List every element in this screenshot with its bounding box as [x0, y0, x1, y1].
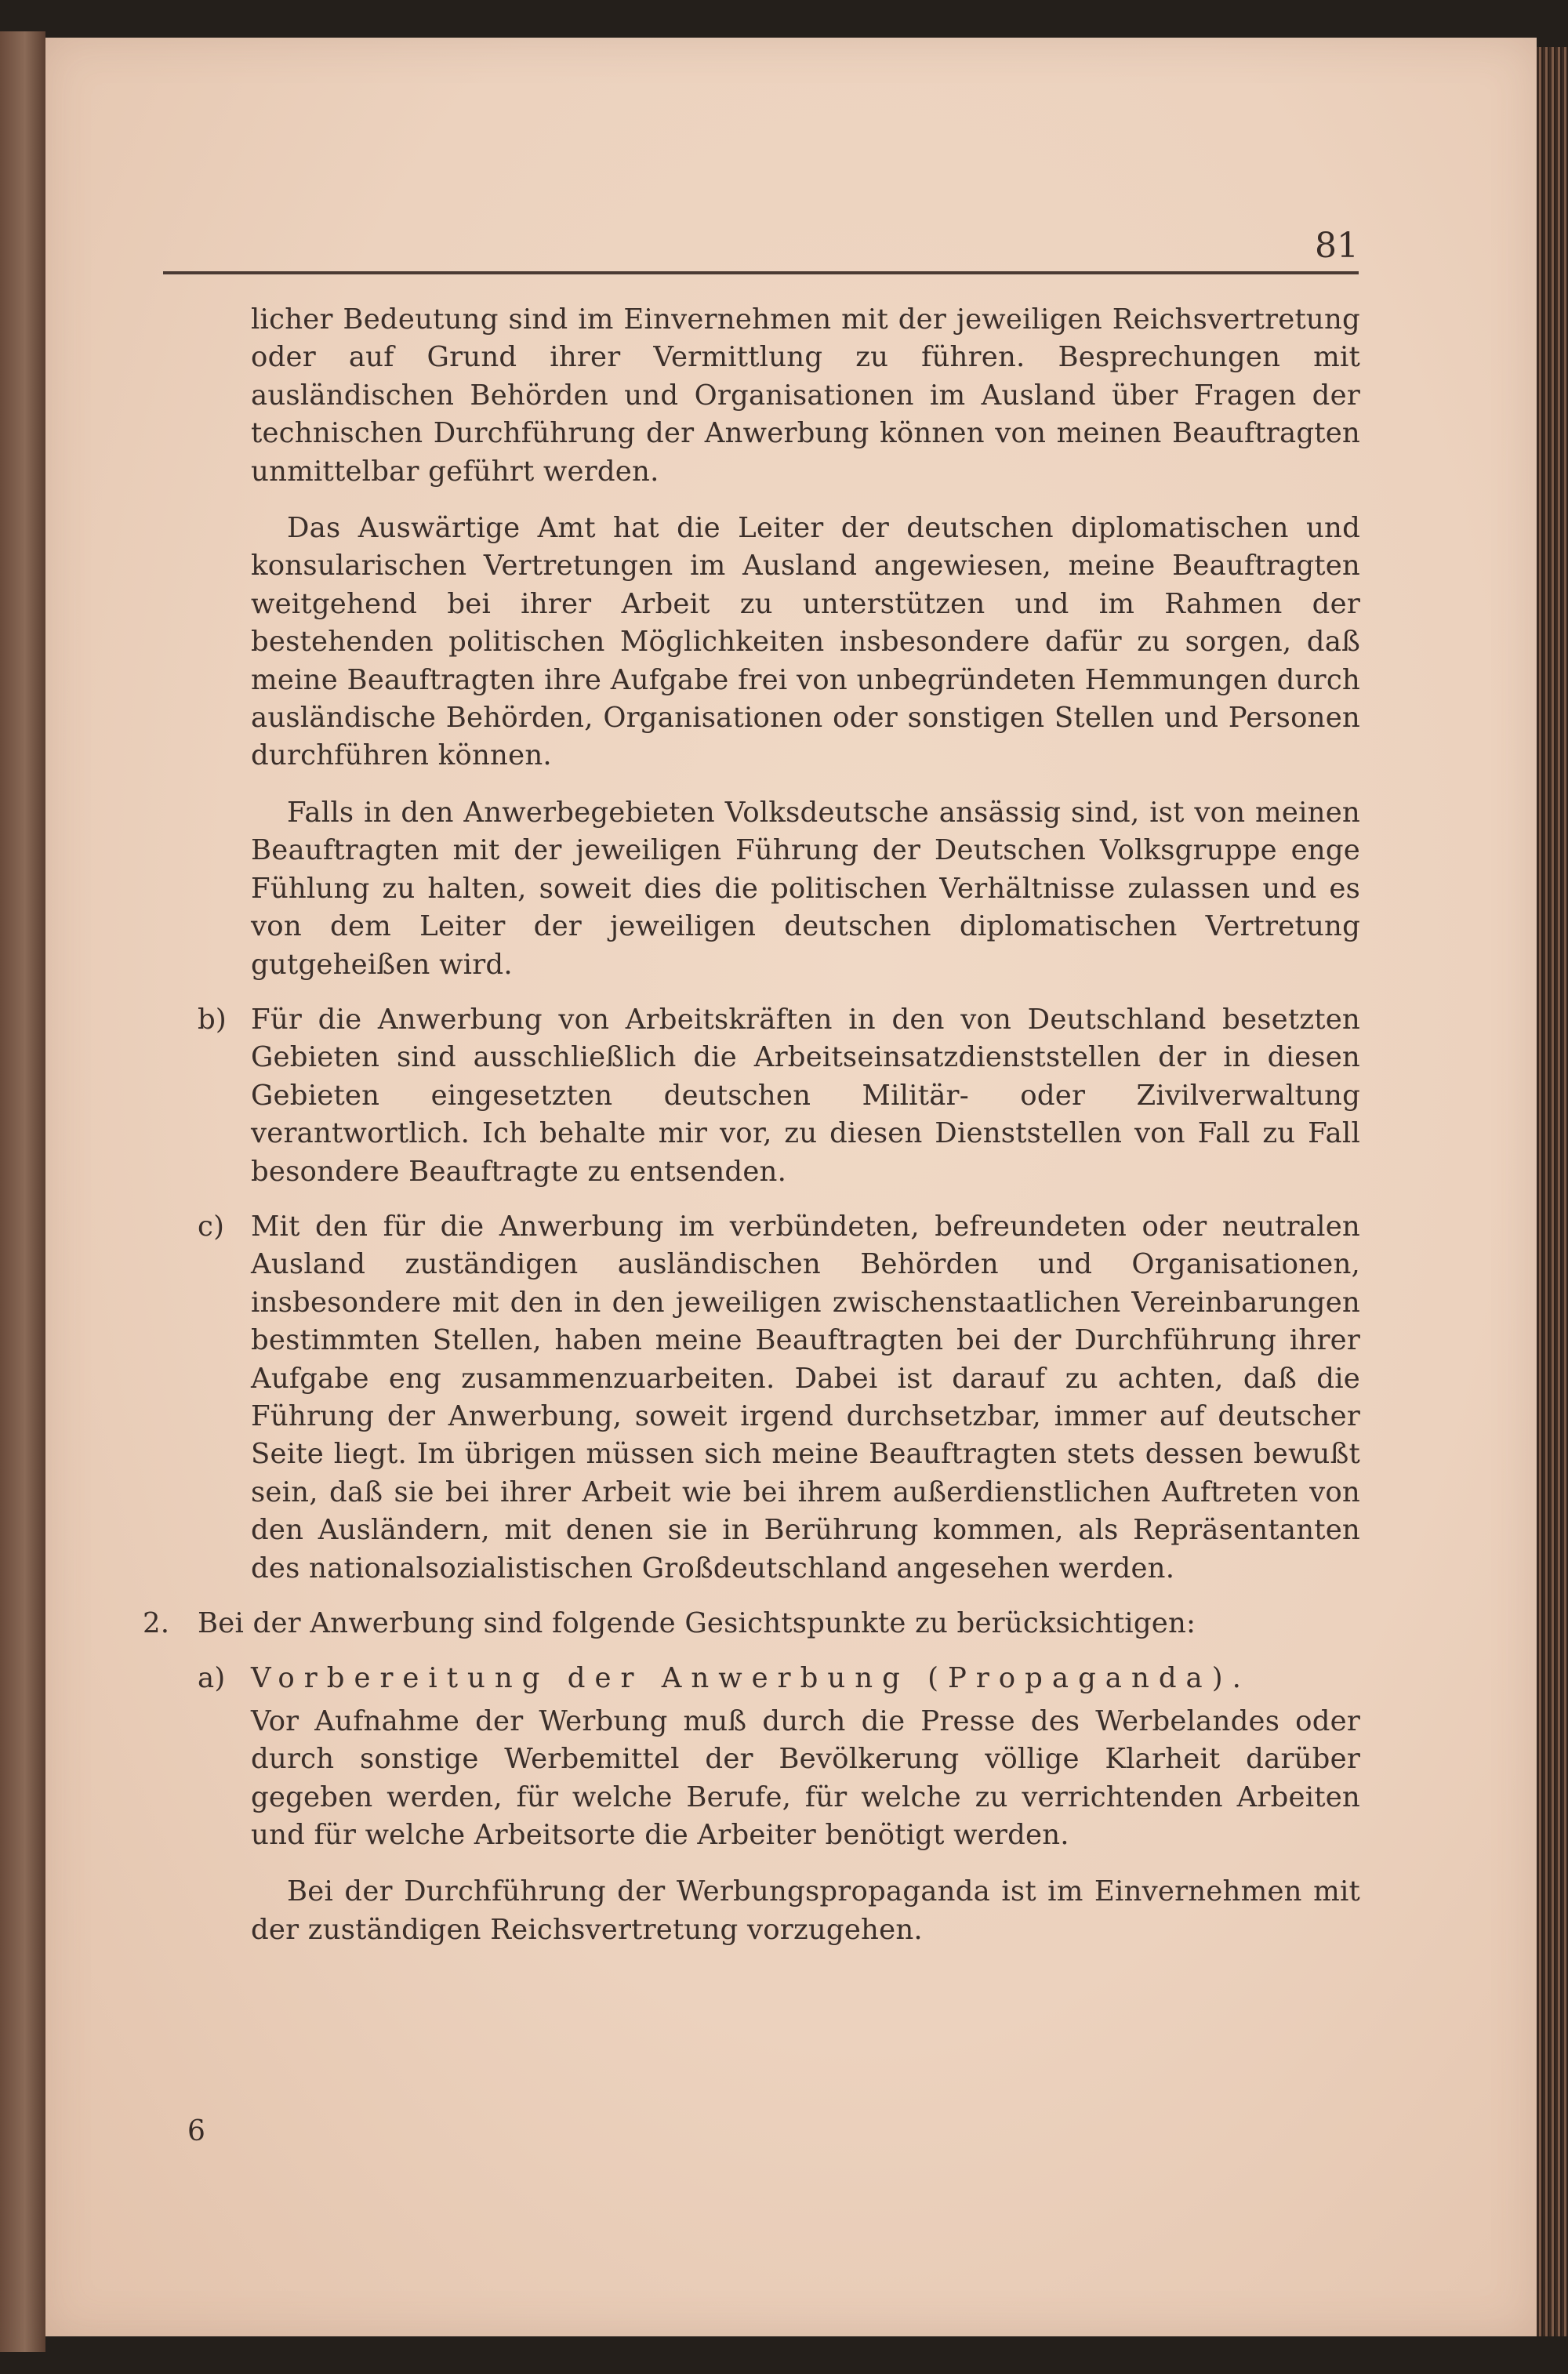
- paragraph-continuation: licher Bedeutung sind im Einvernehmen mit der jeweiligen Reichsvertretung oder auf Grund ihrer Vermittlung zu führen. Besprechungen mit ausländischen Behörden und Organisationen im Ausland über Fragen der technischen Durchführung der Anwerbung können von meinen Beauftragten unmittelbar geführt werden.: [251, 303, 1360, 488]
- numbered-marker-2: 2.: [143, 1607, 170, 1639]
- list-item-a-text: Vor Aufnahme der Werbung muß durch die Presse des Werbelandes oder durch sonstige Werbemittel der Bevölkerung völlige Klarheit darüber gegeben werden, für welche Berufe, für welche zu verrichtenden Arbeiten und für welche Arbeitsorte die Arbeiter benötigt werden.: [251, 1704, 1360, 1852]
- list-item-c-text: Mit den für die Anwerbung im verbündeten, befreundeten oder neutralen Ausland zuständigen ausländischen Behörden und Organisationen, insbesondere mit den in den jeweiligen zwischenstaatlichen Vereinbarungen bestimmten Stellen, haben meine Beauftragten bei der Durchführung ihrer Aufgabe eng zusammenzuarbeiten. Dabei ist darauf zu achten, daß die Führung der Anwerbung, soweit irgend durchsetzbar, immer auf deutscher Seite liegt. Im übrigen müssen sich meine Beauftragten stets dessen bewußt sein, daß sie bei ihrer Arbeit wie bei ihrem außerdienstlichen Auftreten von den Ausländern, mit denen sie in Berührung kommen, als Repräsentanten des nationalsozialistischen Großdeutschland angesehen werden.: [251, 1210, 1360, 1584]
- list-item-b-text: Für die Anwerbung von Arbeitskräften in den von Deutschland besetzten Gebieten sind ausschließlich die Arbeitseinsatzdienststellen der in diesen Gebieten eingesetzten deutschen Militär- oder Zivilverwaltung verantwortlich. Ich behalte mir vor, zu diesen Dienststellen von Fall zu Fall besondere Beauftragte zu entsenden.: [251, 1003, 1360, 1188]
- list-marker-b: b): [198, 1003, 227, 1036]
- paragraph-auswaertiges-amt: Das Auswärtige Amt hat die Leiter der deutschen diplomatischen und konsularischen Vertretungen im Ausland angewiesen, meine Beauftragten weitgehend bei ihrer Arbeit zu unterstützen und im Rahmen der bestehenden politischen Möglichkeiten insbesondere dafür zu sorgen, daß meine Beauftragten ihre Aufgabe frei von unbegründeten Hemmungen durch ausländische Behörden, Organisationen oder sonstigen Stellen und Personen durchführen können.: [251, 512, 1360, 772]
- page-text: [143, 301, 1360, 1949]
- list-item-a-text-2: Bei der Durchführung der Werbungspropaganda ist im Einvernehmen mit der zuständigen Reichsvertretung vorzugehen.: [251, 1875, 1360, 1946]
- page-number: 81: [1315, 226, 1359, 266]
- list-item-c: [198, 1208, 1360, 1588]
- numbered-item-2-text: Bei der Anwerbung sind folgende Gesichtspunkte zu berücksichtigen:: [198, 1607, 1196, 1639]
- book-page: [45, 38, 1537, 2336]
- paragraph-volksdeutsche: Falls in den Anwerbegebieten Volksdeutsche ansässig sind, ist von meinen Beauftragten mit der jeweiligen Führung der Deutschen Volksgruppe enge Fühlung zu halten, soweit dies die politischen Verhältnisse zulassen und es von dem Leiter der jeweiligen deutschen diplomatischen Vertretung gutgeheißen wird.: [251, 796, 1360, 981]
- list-item-a: [198, 1660, 1360, 1949]
- list-marker-a: a): [198, 1662, 226, 1695]
- running-head-rule: [163, 226, 1359, 274]
- list-item-b: [198, 1001, 1360, 1191]
- book-spine: [0, 31, 45, 2352]
- signature-mark: 6: [187, 2115, 205, 2147]
- section-heading-propaganda: Vorbereitung der Anwerbung (Propaganda).: [251, 1662, 1250, 1695]
- page-edges: [1537, 47, 1568, 2336]
- list-marker-c: c): [198, 1210, 225, 1243]
- numbered-item-2: [143, 1605, 1360, 1643]
